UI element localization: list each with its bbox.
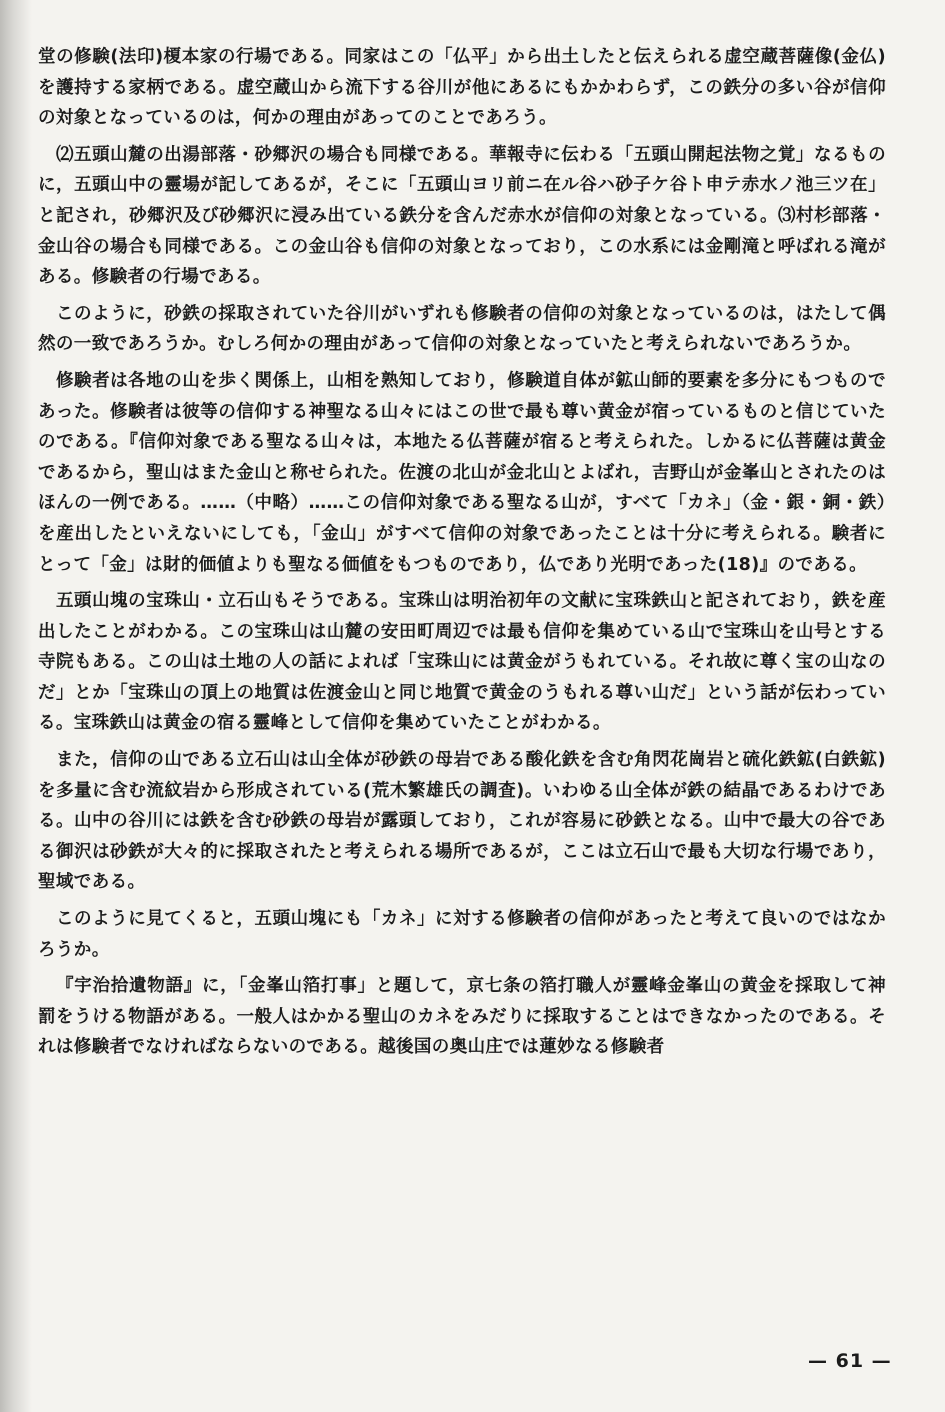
page-body [38, 42, 886, 1069]
paragraph: ⑵五頭山麓の出湯部落・砂郷沢の場合も同様である。華報寺に伝わる「五頭山開起法物之覚」なるものに，五頭山中の靈場が記してあるが，そこに「五頭山ヨリ前ニ在ル谷ハ砂子ケ谷ト申テ赤水ノ池三ツ在」と記され，砂郷沢及び砂郷沢に浸み出ている鉄分を含んだ赤水が信仰の対象となっている。⑶村杉部落・金山谷の場合も同様である。この金山谷も信仰の対象となっており，この水系には金剛滝と呼ばれる滝がある。修験者の行場である。 [38, 144, 886, 288]
paragraph: 五頭山塊の宝珠山・立石山もそうである。宝珠山は明治初年の文献に宝珠鉄山と記されており，鉄を産出したことがわかる。この宝珠山は山麓の安田町周辺では最も信仰を集めている山で宝珠山を山号とする寺院もある。この山は土地の人の話によれば「宝珠山には黄金がうもれている。それ故に尊く宝の山なのだ」とか「宝珠山の頂上の地質は佐渡金山と同じ地質で黄金のうもれる尊い山だ」という話が伝わっている。宝珠鉄山は黄金の宿る靈峰として信仰を集めていたことがわかる。 [38, 591, 886, 734]
binding-shadow [0, 0, 32, 1412]
page-number: — 61 — [808, 1350, 892, 1372]
paragraph: このように，砂鉄の採取されていた谷川がいずれも修験者の信仰の対象となっているのは，はたして偶然の一致であろうか。むしろ何かの理由があって信仰の対象となっていたと考えられないであろうか。 [38, 303, 886, 355]
paragraph: 『宇治拾遺物語』に，「金峯山箔打事」と題して，京七条の箔打職人が靈峰金峯山の黄金を採取して神罰をうける物語がある。一般人はかかる聖山のカネをみだりに採取することはできなかったのである。それは修験者でなければならないのである。越後国の奥山庄では蓮妙なる修験者 [38, 976, 886, 1058]
paragraph: このように見てくると，五頭山塊にも「カネ」に対する修験者の信仰があったと考えて良いのではなかろうか。 [38, 909, 886, 960]
paragraph: また，信仰の山である立石山は山全体が砂鉄の母岩である酸化鉄を含む角閃花崗岩と硫化鉄鉱(白鉄鉱)を多量に含む流紋岩から形成されている(荒木繁雄氏の調査)。いわゆる山全体が鉄の結晶であるわけである。山中の谷川には鉄を含む砂鉄の母岩が露頭しており，これが容易に砂鉄となる。山中で最大の谷である御沢は砂鉄が大々的に採取されたと考えられる場所であるが，ここは立石山で最も大切な行場であり，聖域である。 [38, 750, 886, 893]
paragraph: 堂の修験(法印)榎本家の行場である。同家はこの「仏平」から出土したと伝えられる虚空蔵菩薩像(金仏)を護持する家柄である。虚空蔵山から流下する谷川が他にあるにもかかわらず，この鉄分の多い谷が信仰の対象となっているのは，何かの理由があってのことであろう。 [38, 47, 886, 129]
paragraph: 修験者は各地の山を歩く関係上，山相を熟知しており，修験道自体が鉱山師的要素を多分にもつものであった。修験者は彼等の信仰する神聖なる山々にはこの世で最も尊い黄金が宿っているものと信じていたのである。『信仰対象である聖なる山々は，本地たる仏菩薩が宿ると考えられた。しかるに仏菩薩は黄金であるから，聖山はまた金山と称せられた。佐渡の北山が金北山とよばれ，吉野山が金峯山とされたのはほんの一例である。……（中略）……この信仰対象である聖なる山が，すべて「カネ」（金・銀・銅・鉄）を産出したといえないにしても，「金山」がすべて信仰の対象であったことは十分に考えられる。験者にとって「金」は財的価値よりも聖なる価値をもつものであり，仏であり光明であった(18)』のである。 [38, 370, 886, 575]
